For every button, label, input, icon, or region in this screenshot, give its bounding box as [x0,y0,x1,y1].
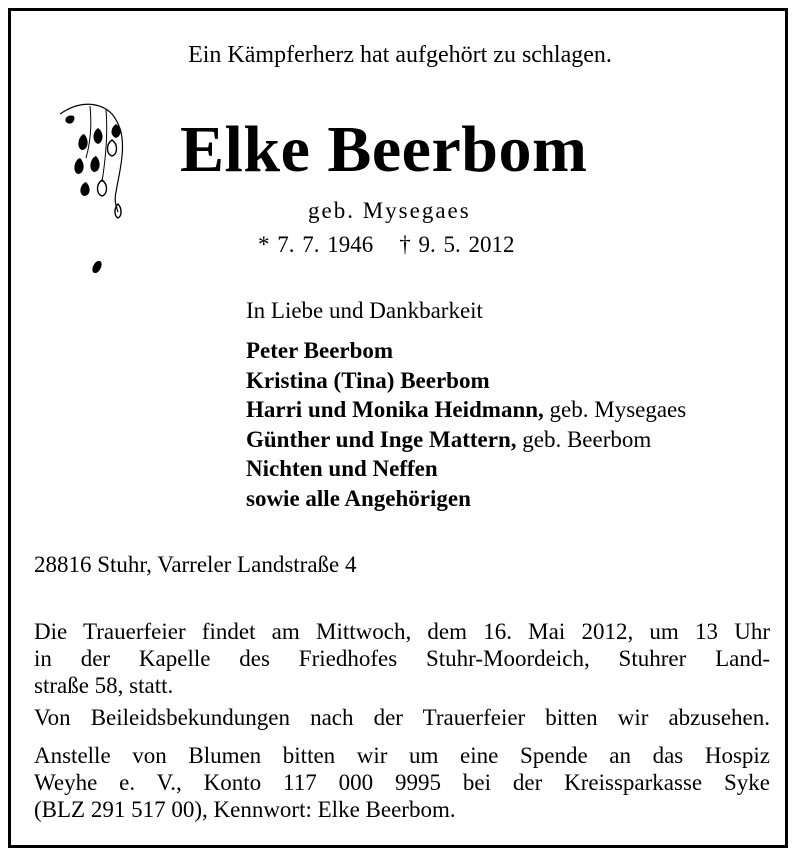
text-line: straße 58, statt. [34,673,174,698]
mourner-row: Günther und Inge Mattern, geb. Beerbom [246,426,652,452]
text-line: Die Trauerfeier findet am Mittwoch, dem 16. Mai 2012, um 13 Uhr [34,619,770,644]
branch-with-leaves-icon [50,96,140,286]
text-line: (BLZ 291 517 00), Kennwort: Elke Beerbom. [34,797,456,822]
text-line: Anstelle von Blumen bitten wir um eine Spende an das Hospiz [34,743,770,768]
life-dates [258,232,515,258]
mourner-row: sowie alle Angehörigen [246,485,471,511]
deceased-name: Elke Beerbom [180,113,588,186]
mourner-row: Nichten und Neffen [246,456,438,481]
birth-date: * 7. 7. 1946 [258,232,374,257]
mourner-row: Harri und Monika Heidmann, geb. Mysegaes [246,397,687,422]
dedication-line: In Liebe und Dankbarkeit [246,298,483,323]
condolence-note [34,704,770,731]
donation-info [34,742,770,823]
funeral-info [34,618,770,699]
text-line: Weyhe e. V., Konto 117 000 9995 bei der Kreissparkasse Syke [34,770,770,795]
text-line: Von Beileidsbekundungen nach der Trauerfeier bitten wir abzusehen. [34,705,770,730]
motto: Ein Kämpferherz hat aufgehört zu schlagen. [188,42,612,68]
mourner-row: Kristina (Tina) Beerbom [246,367,490,393]
mourners-list [246,336,686,513]
text-line: in der Kapelle des Friedhofes Stuhr-Moordeich, Stuhrer Land- [34,646,770,671]
death-date: † 9. 5. 2012 [399,232,515,257]
mourner-row: Peter Beerbom [246,338,394,363]
family-address: 28816 Stuhr, Varreler Landstraße 4 [34,552,357,577]
birth-name: geb. Mysegaes [308,198,471,223]
